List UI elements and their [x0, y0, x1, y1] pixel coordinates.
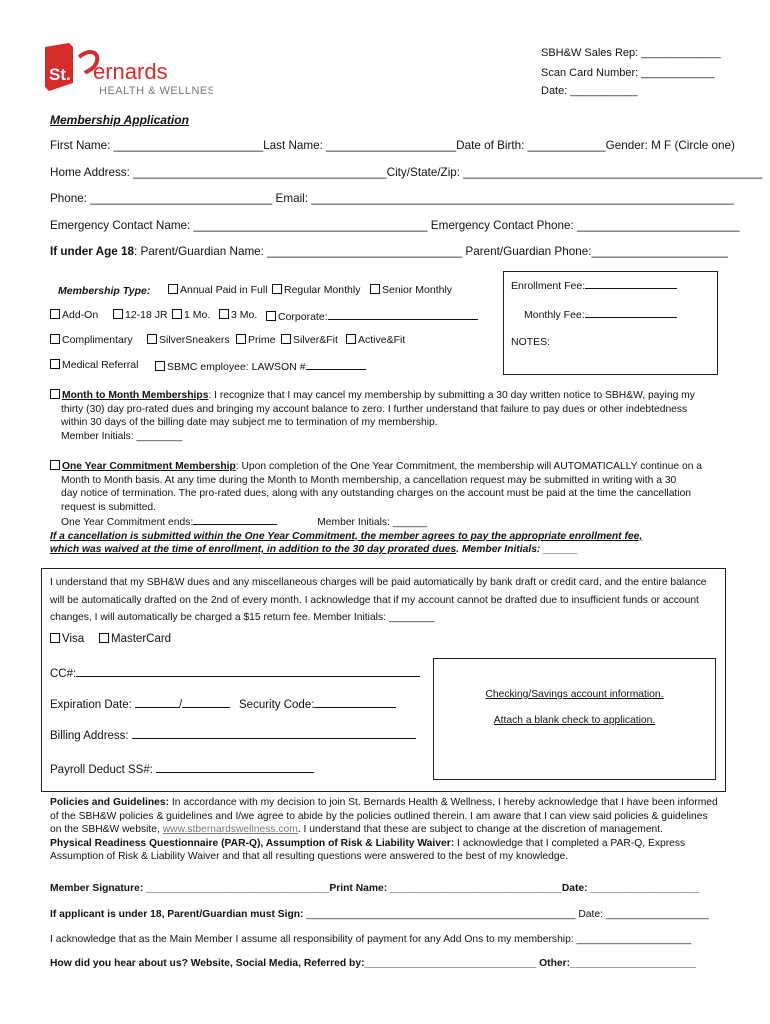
payment-box — [41, 568, 726, 792]
annual-option[interactable]: Annual Paid in Full — [168, 284, 268, 296]
expiration-field[interactable]: Expiration Date: / — [50, 697, 230, 711]
m2m-section: Month to Month Memberships: I recognize that I may cancel my membership by submitting a 30 day written notice to SBH&W, paying my thirty (30) day pro-rated dues and bringing my account balance to zero. I further understand that failure to pay dues or other indebtedness within 30 days of the billing date may subject me to termination of my membership. Member Initials: ________ — [50, 389, 720, 443]
m2m-initials[interactable]: Member Initials: ________ — [61, 430, 183, 442]
silverfit-option[interactable]: Silver&Fit — [281, 334, 338, 346]
oneyear-ends-field[interactable]: One Year Commitment ends: — [61, 517, 277, 528]
sales-rep-field[interactable]: SBH&W Sales Rep: _____________ — [541, 47, 721, 59]
three-month-option[interactable]: 3 Mo. — [219, 309, 257, 321]
row-name-dob[interactable]: First Name: _______________________Last Name: ____________________Date of Birth: ____________Gender: M F (Circle one) — [50, 139, 735, 152]
svg-text:St.: St. — [49, 65, 71, 84]
member-signature-row[interactable]: Member Signature: ________________________________Print Name: ______________________________Date: ___________________ — [50, 883, 700, 894]
cc-field[interactable]: CC#: — [50, 666, 420, 680]
page-title: Membership Application — [50, 113, 189, 127]
oneyear-title: One Year Commitment Membership — [62, 461, 236, 472]
senior-option[interactable]: Senior Monthly — [370, 284, 452, 296]
attach-check: Attach a blank check to application. — [493, 715, 656, 726]
enrollment-fee-field[interactable]: Enrollment Fee: — [511, 278, 677, 292]
fee-box — [503, 271, 718, 375]
m2m-title: Month to Month Memberships — [62, 390, 209, 401]
svg-text:ernards: ernards — [93, 59, 168, 84]
mastercard-option[interactable]: MasterCard — [99, 633, 171, 645]
website-link[interactable]: www.stbernardswellness.com — [162, 824, 298, 835]
row-phone-email[interactable]: Phone: ____________________________ Email: _________________________________________________________________ — [50, 192, 734, 205]
sbmc-employee-option[interactable]: SBMC employee: LAWSON # — [155, 359, 366, 373]
medical-referral-option[interactable]: Medical Referral — [50, 359, 138, 371]
row-address[interactable]: Home Address: _______________________________________City/State/Zip: ______________________________________________ — [50, 166, 763, 179]
check-box — [433, 658, 716, 780]
regular-option[interactable]: Regular Monthly — [272, 284, 360, 296]
scan-card-field[interactable]: Scan Card Number: ____________ — [541, 67, 715, 79]
monthly-fee-field[interactable]: Monthly Fee: — [524, 307, 677, 321]
guardian-label: If under Age 18 — [50, 245, 134, 258]
addon-option[interactable]: Add-On — [50, 309, 98, 321]
membership-type-label: Membership Type: — [58, 285, 151, 297]
billing-address-field[interactable]: Billing Address: — [50, 728, 416, 742]
row-guardian[interactable] — [50, 245, 728, 258]
oneyear-section: One Year Commitment Membership: Upon completion of the One Year Commitment, the membership will AUTOMATICALLY continue on a Month to Month basis. At any time during the Month to Month membership, a cancellation request may be submitted in writing with a 30 day notice of termination. The pro-rated dues, along with any outstanding charges on the account must be paid at the time the cancellation request is submitted. One Year Commitment ends: Member Initials: ______ If a cancellation is submitted within the One Year Commitment, the member agrees to pay the appropriate enrollment fee, which was waived at the time of enrollment, in addition to the 30 day prorated dues. Member Initials: ______ — [50, 461, 703, 555]
notes-label: NOTES: — [511, 336, 551, 348]
complimentary-option[interactable]: Complimentary — [50, 334, 133, 346]
payroll-deduct-field[interactable]: Payroll Deduct SS#: — [50, 762, 314, 776]
activefit-option[interactable]: Active&Fit — [346, 334, 405, 346]
corporate-option[interactable]: Corporate: — [266, 309, 478, 323]
one-month-option[interactable]: 1 Mo. — [172, 309, 210, 321]
row-emergency[interactable]: Emergency Contact Name: ____________________________________ Emergency Contact Phone: _________________________ — [50, 219, 740, 232]
silversneakers-option[interactable]: SilverSneakers — [147, 334, 230, 346]
guardian-signature-row[interactable]: If applicant is under 18, Parent/Guardian must Sign: _______________________________________________ Date: __________________ — [50, 909, 709, 920]
hear-about-row[interactable]: How did you hear about us? Website, Social Media, Referred by:______________________________ Other:______________________ — [50, 958, 697, 969]
header-date-field[interactable]: Date: ___________ — [541, 85, 638, 97]
security-code-field[interactable]: Security Code: — [239, 697, 396, 711]
policies-section: Policies and Guidelines: In accordance with my decision to join St. Bernards Health & Wellness, I hereby acknowledge that I have been informed of the SBH&W policies & guidelines and I/we agree to abide by the policies outlined therein. I am aware that I can view said policies & guidelines on the SBH&W website, www.stbernardswellness.com. I understand that these are subject to change at the discretion of management. Physical Readiness Questionnaire (PAR-Q), Assumption of Risk & Liability Waiver: I acknowledge that I completed a PAR-Q, Express Assumption of Risk & Liability Waiver and that all resulting questions were answered to the best of my knowledge. — [50, 797, 718, 862]
prime-option[interactable]: Prime — [236, 334, 275, 346]
guardian-fields[interactable]: : Parent/Guardian Name: ______________________________ Parent/Guardian Phone:_____________________ — [134, 245, 728, 258]
payment-terms: I understand that my SBH&W dues and any miscellaneous charges will be paid automatically by bank draft or credit card, and the entire balance will be automatically drafted on the 2nd of every month. I acknowledge that if my account cannot be drafted due to insufficient funds or account changes, I will automatically be charged a $15 return fee. Member Initials: ________ — [50, 577, 707, 623]
svg-text:HEALTH & WELLNESS: HEALTH & WELLNESS — [99, 85, 213, 97]
checking-info: Checking/Savings account information. — [485, 689, 664, 700]
jr-option[interactable]: 12-18 JR — [113, 309, 168, 321]
st-bernards-logo — [43, 43, 213, 99]
visa-option[interactable]: Visa — [50, 633, 84, 645]
oneyear-initials[interactable]: Member Initials: ______ — [317, 517, 428, 528]
main-member-row[interactable]: I acknowledge that as the Main Member I assume all responsibility of payment for any Add Ons to my membership: ____________________ — [50, 934, 692, 945]
